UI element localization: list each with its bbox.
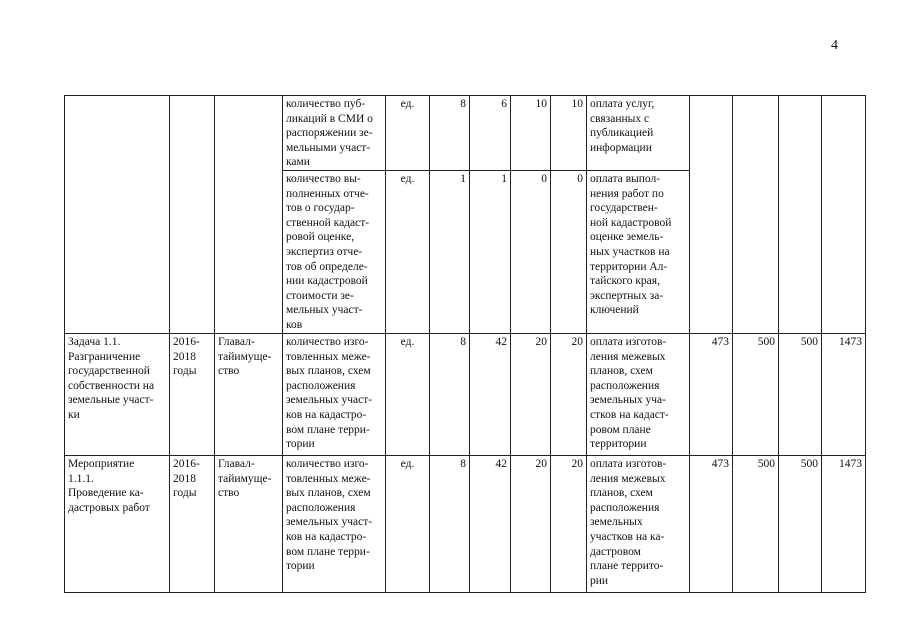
executor-cell: Главал- тайимуще- ство [215,455,283,592]
finance-cell: 500 [779,333,822,455]
finance-cell: 473 [690,455,733,592]
value-cell: 20 [511,455,551,592]
indicator-cell: количество изго- товленных меже- вых планов, схем расположения земельных участ- ков на кадастро- вом плане терри- тории [283,455,386,592]
result-cell: оплата услуг, связанных с публикацией информации [587,96,690,171]
value-cell: 20 [551,333,587,455]
table-row [65,96,866,171]
task-cell [65,96,170,334]
value-cell: 42 [470,333,511,455]
executor-cell: Главал- тайимуще- ство [215,333,283,455]
period-cell: 2016- 2018 годы [170,333,215,455]
value-cell: 42 [470,455,511,592]
value-cell: 8 [430,96,470,171]
value-cell: 0 [551,170,587,333]
finance-cell: 1473 [822,333,866,455]
unit-cell: ед. [386,455,430,592]
result-cell: оплата выпол- нения работ по государствен- ной кадастровой оценке земель- ных участков на территории Ал- тайского края, экспертных за- ключений [587,170,690,333]
finance-cell [779,96,822,334]
unit-cell: ед. [386,333,430,455]
finance-cell: 500 [733,333,779,455]
value-cell: 6 [470,96,511,171]
value-cell: 20 [511,333,551,455]
period-cell: 2016- 2018 годы [170,455,215,592]
value-cell: 10 [511,96,551,171]
task-cell: Мероприятие 1.1.1. Проведение ка- дастровых работ [65,455,170,592]
unit-cell: ед. [386,96,430,171]
indicator-cell: количество пуб- ликаций в СМИ о распоряжении зе- мельными участ- ками [283,96,386,171]
executor-cell [215,96,283,334]
finance-cell: 500 [779,455,822,592]
period-cell [170,96,215,334]
finance-cell: 473 [690,333,733,455]
indicator-cell: количество изго- товленных меже- вых планов, схем расположения земельных участ- ков на кадастро- вом плане терри- тории [283,333,386,455]
finance-cell [822,96,866,334]
value-cell: 8 [430,333,470,455]
table-row [65,455,866,592]
value-cell: 10 [551,96,587,171]
result-cell: оплата изготов- ления межевых планов, схем расположения земельных уча- стков на кадаст- ровом плане территории [587,333,690,455]
value-cell: 20 [551,455,587,592]
finance-cell: 500 [733,455,779,592]
value-cell: 1 [430,170,470,333]
value-cell: 8 [430,455,470,592]
finance-cell [690,96,733,334]
task-cell: Задача 1.1. Разграничение государственной собственности на земельные участ- ки [65,333,170,455]
finance-cell: 1473 [822,455,866,592]
value-cell: 0 [511,170,551,333]
unit-cell: ед. [386,170,430,333]
program-table [64,95,866,593]
page-number: 4 [831,38,838,53]
indicator-cell: количество вы- полненных отче- тов о государ- ственной кадаст- ровой оценке, экспертиз отче- тов об определе- нии кадастровой стоимости зе- мельных участ- ков [283,170,386,333]
result-cell: оплата изготов- ления межевых планов, схем расположения земельных участков на ка- дастровом плане террито- рии [587,455,690,592]
finance-cell [733,96,779,334]
value-cell: 1 [470,170,511,333]
table-row [65,333,866,455]
